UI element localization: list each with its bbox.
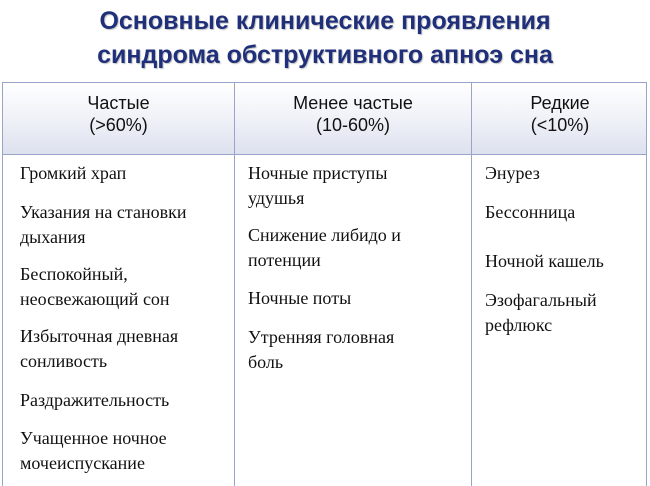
header-less-frequent-range: (10-60%) (315, 115, 391, 135)
column-divider (471, 83, 472, 486)
header-rare (472, 92, 648, 136)
list-item: Указания на становки дыхания (20, 202, 187, 247)
symptoms-table (2, 82, 647, 486)
header-rare-label: Редкие (530, 93, 590, 113)
list-item: Избыточная дневная сонливость (20, 326, 179, 371)
header-less-frequent-label: Менее частые (293, 93, 413, 113)
list-item: Ночной кашель (485, 251, 604, 271)
header-frequent (3, 92, 234, 136)
column-rare (485, 161, 647, 338)
list-item: Утренняя головная боль (248, 327, 395, 372)
list-item: Ночные поты (248, 288, 352, 308)
list-item: Снижение либидо и потенции (248, 225, 401, 270)
list-item: Энурез (485, 163, 540, 183)
list-item: Раздражительность (20, 390, 170, 410)
header-frequent-range: (>60%) (89, 115, 148, 135)
list-item: Учащенное ночное мочеиспускание (20, 428, 167, 473)
list-item: Эзофагальный рефлюкс (485, 290, 597, 335)
column-divider (234, 83, 235, 486)
column-frequent (20, 161, 232, 476)
column-less-frequent (248, 161, 470, 375)
slide-title (0, 4, 650, 72)
list-item: Бессонница (485, 202, 576, 222)
list-item: Беспокойный, неосвежающий сон (20, 264, 170, 309)
title-line-2: синдрома обструктивного апноэ сна (97, 41, 553, 69)
header-less-frequent (235, 92, 471, 136)
list-item: Громкий храп (20, 163, 127, 183)
list-item: Ночные приступы удушья (248, 163, 388, 208)
header-frequent-label: Частые (87, 93, 150, 113)
header-rare-range: (<10%) (530, 115, 590, 135)
title-line-1: Основные клинические проявления (99, 7, 551, 35)
